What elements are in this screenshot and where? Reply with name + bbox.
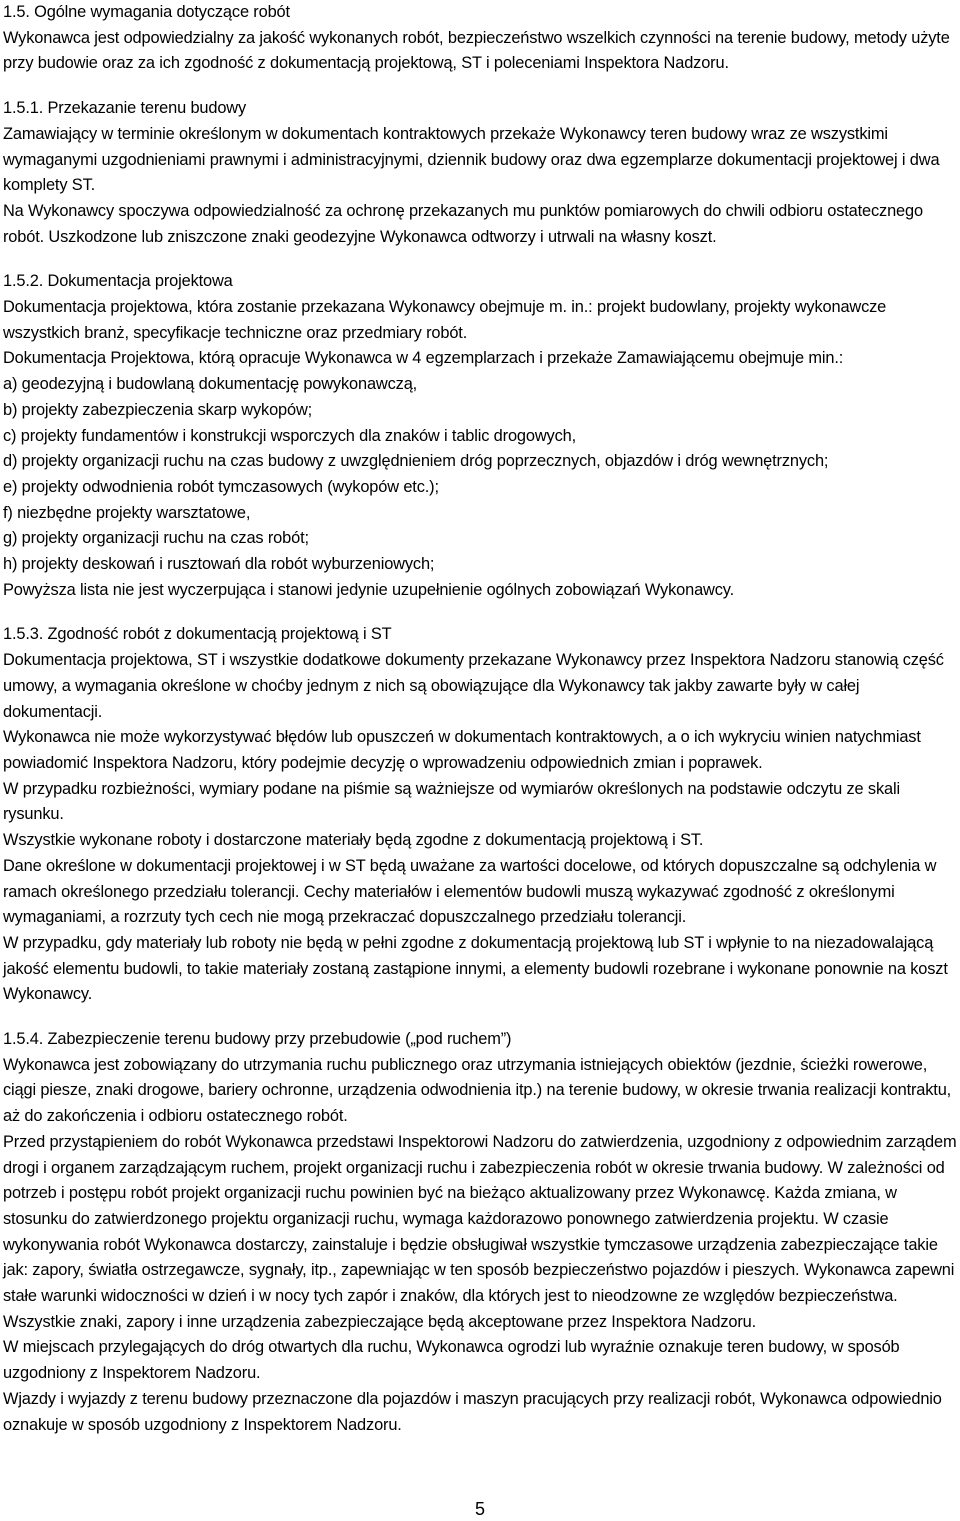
section-1-5-3-heading: 1.5.3. Zgodność robót z dokumentacją projektową i ST <box>3 625 392 644</box>
section-1-5-3-paragraph: W przypadku rozbieżności, wymiary podane na piśmie są ważniejsze od wymiarów określonych na podstawie odczytu ze skali rysunku. <box>3 779 900 824</box>
section-1-5-body: Wykonawca jest odpowiedzialny za jakość wykonanych robót, bezpieczeństwo wszelkich czynności na terenie budowy, metody użyte przy budowie oraz za ich zgodność z dokumentacją projektową, ST i poleceniami Inspektora Nadzoru. <box>3 28 950 73</box>
section-1-5-2-lead: Dokumentacja Projektowa, którą opracuje Wykonawca w 4 egzemplarzach i przekaże Zamawiającemu obejmuje min.: <box>3 349 844 368</box>
spacer <box>3 250 957 269</box>
section-1-5-2-heading: 1.5.2. Dokumentacja projektowa <box>3 272 233 291</box>
section-1-5-2-intro: Dokumentacja projektowa, która zostanie przekazana Wykonawcy obejmuje m. in.: projekt budowlany, projekty wykonawcze wszystkich branż, specyfikacje techniczne oraz przedmiary robót. <box>3 298 887 342</box>
spacer <box>3 603 957 622</box>
section-1-5-3-paragraph: Dane określone w dokumentacji projektowej i w ST będą uważane za wartości docelowe, od których dopuszczalne są odchylenia w ramach określonego przedziału tolerancji. Cechy materiałów i elementów budowli muszą wykazywać zgodność z określonymi wymaganiami, a rozrzuty tych cech nie mogą przekraczać dopuszczalnego przedziału tolerancji. <box>3 856 937 927</box>
section-1-5-1-paragraph: Na Wykonawcy spoczywa odpowiedzialność za ochronę przekazanych mu punktów pomiarowych do chwili odbioru ostatecznego robót. Uszkodzone lub zniszczone znaki geodezyjne Wykonawca odtworzy i utrwali na własny koszt. <box>3 201 923 246</box>
section-1-5-heading: 1.5. Ogólne wymagania dotyczące robót <box>3 3 290 21</box>
spacer <box>3 77 957 96</box>
list-item: f) niezbędne projekty warsztatowe, <box>3 503 251 522</box>
section-1-5-3-paragraph: Dokumentacja projektowa, ST i wszystkie dodatkowe dokumenty przekazane Wykonawcy przez Inspektora Nadzoru stanowią część umowy, a wymagania określone w choćby jednym z nich są obowiązujące dla Wykonawcy tak jakby zawarte były w całej dokumentacji. <box>3 651 944 721</box>
list-item: g) projekty organizacji ruchu na czas robót; <box>3 529 309 548</box>
document-page <box>3 0 957 1438</box>
section-1-5-1-heading: 1.5.1. Przekazanie terenu budowy <box>3 99 247 118</box>
list-item: e) projekty odwodnienia robót tymczasowych (wykopów etc.); <box>3 477 439 496</box>
section-1-5-4-paragraph: Wykonawca jest zobowiązany do utrzymania ruchu publicznego oraz utrzymania istniejących obiektów (jezdnie, ścieżki rowerowe, ciągi piesze, znaki drogowe, bariery ochronne, urządzenia odwodnienia itp.) na terenie budowy, w okresie trwania realizacji kontraktu, aż do zakończenia i odbioru ostatecznego robót. <box>3 1055 952 1126</box>
section-1-5-4-paragraph: Wjazdy i wyjazdy z terenu budowy przeznaczone dla pojazdów i maszyn pracujących przy realizacji robót, Wykonawca odpowiednio oznakuje w sposób uzgodniony z Inspektorem Nadzoru. <box>3 1389 942 1434</box>
section-1-5-3-paragraph: Wszystkie wykonane roboty i dostarczone materiały będą zgodne z dokumentacją projektową i ST. <box>3 831 704 850</box>
section-1-5-4-paragraph: W miejscach przylegających do dróg otwartych dla ruchu, Wykonawca ogrodzi lub wyraźnie oznakuje teren budowy, w sposób uzgodniony z Inspektorem Nadzoru. <box>3 1338 900 1383</box>
spacer <box>3 1008 957 1027</box>
list-item: a) geodezyjną i budowlaną dokumentację powykonawczą, <box>3 375 418 394</box>
list-item: b) projekty zabezpieczenia skarp wykopów; <box>3 400 313 419</box>
section-1-5-2-closing: Powyższa lista nie jest wyczerpująca i stanowi jedynie uzupełnienie ogólnych zobowiązań Wykonawcy. <box>3 580 735 599</box>
list-item: h) projekty deskowań i rusztowań dla robót wyburzeniowych; <box>3 555 435 574</box>
section-1-5-4-paragraph: Przed przystąpieniem do robót Wykonawca przedstawi Inspektorowi Nadzoru do zatwierdzenia, uzgodniony z odpowiednim zarządem drogi i organem zarządzającym ruchem, projekt organizacji ruchu i zabezpieczenia robót w okresie trwania budowy. W zależności od potrzeb i postępu robót projekt organizacji ruchu powinien być na bieżąco aktualizowany przez Wykonawcę. Każda zmiana, w stosunku do zatwierdzonego projektu organizacji ruchu, wymaga każdorazowo ponownego zatwierdzenia projektu. W czasie wykonywania robót Wykonawca dostarczy, zainstaluje i będzie obsługiwał wszystkie tymczasowe urządzenia zabezpieczające takie jak: zapory, światła ostrzegawcze, sygnały, itp., zapewniając w ten sposób bezpieczeństwo pojazdów i pieszych. Wykonawca zapewni stałe warunki widoczności w dzień i w nocy tych zapór i znaków, dla których jest to nieodzowne ze względów bezpieczeństwa. Wszystkie znaki, zapory i inne urządzenia zabezpieczające będą akceptowane przez Inspektora Nadzoru. <box>3 1132 957 1331</box>
list-item: d) projekty organizacji ruchu na czas budowy z uwzględnieniem dróg poprzecznych, objazdów i dróg wewnętrznych; <box>3 452 829 471</box>
list-item: c) projekty fundamentów i konstrukcji wsporczych dla znaków i tablic drogowych, <box>3 426 576 445</box>
section-1-5-1-paragraph: Zamawiający w terminie określonym w dokumentach kontraktowych przekaże Wykonawcy teren budowy wraz ze wszystkimi wymaganymi uzgodnieniami prawnymi i administracyjnymi, dziennik budowy oraz dwa egzemplarze dokumentacji projektowej i dwa komplety ST. <box>3 124 940 195</box>
page-number: 5 <box>474 1499 485 1519</box>
section-1-5-4-heading: 1.5.4. Zabezpieczenie terenu budowy przy przebudowie („pod ruchem”) <box>3 1030 512 1049</box>
section-1-5-3-paragraph: Wykonawca nie może wykorzystywać błędów lub opuszczeń w dokumentach kontraktowych, a o ich wykryciu winien natychmiast powiadomić Inspektora Nadzoru, który podejmie decyzję o wprowadzeniu odpowiednich zmian i poprawek. <box>3 728 921 772</box>
section-1-5-3-paragraph: W przypadku, gdy materiały lub roboty nie będą w pełni zgodne z dokumentacją projektową lub ST i wpłynie to na niezadowalającą jakość elementu budowli, to takie materiały zostaną zastąpione innymi, a elementy budowli rozebrane i wykonane ponownie na koszt Wykonawcy. <box>3 933 948 1004</box>
